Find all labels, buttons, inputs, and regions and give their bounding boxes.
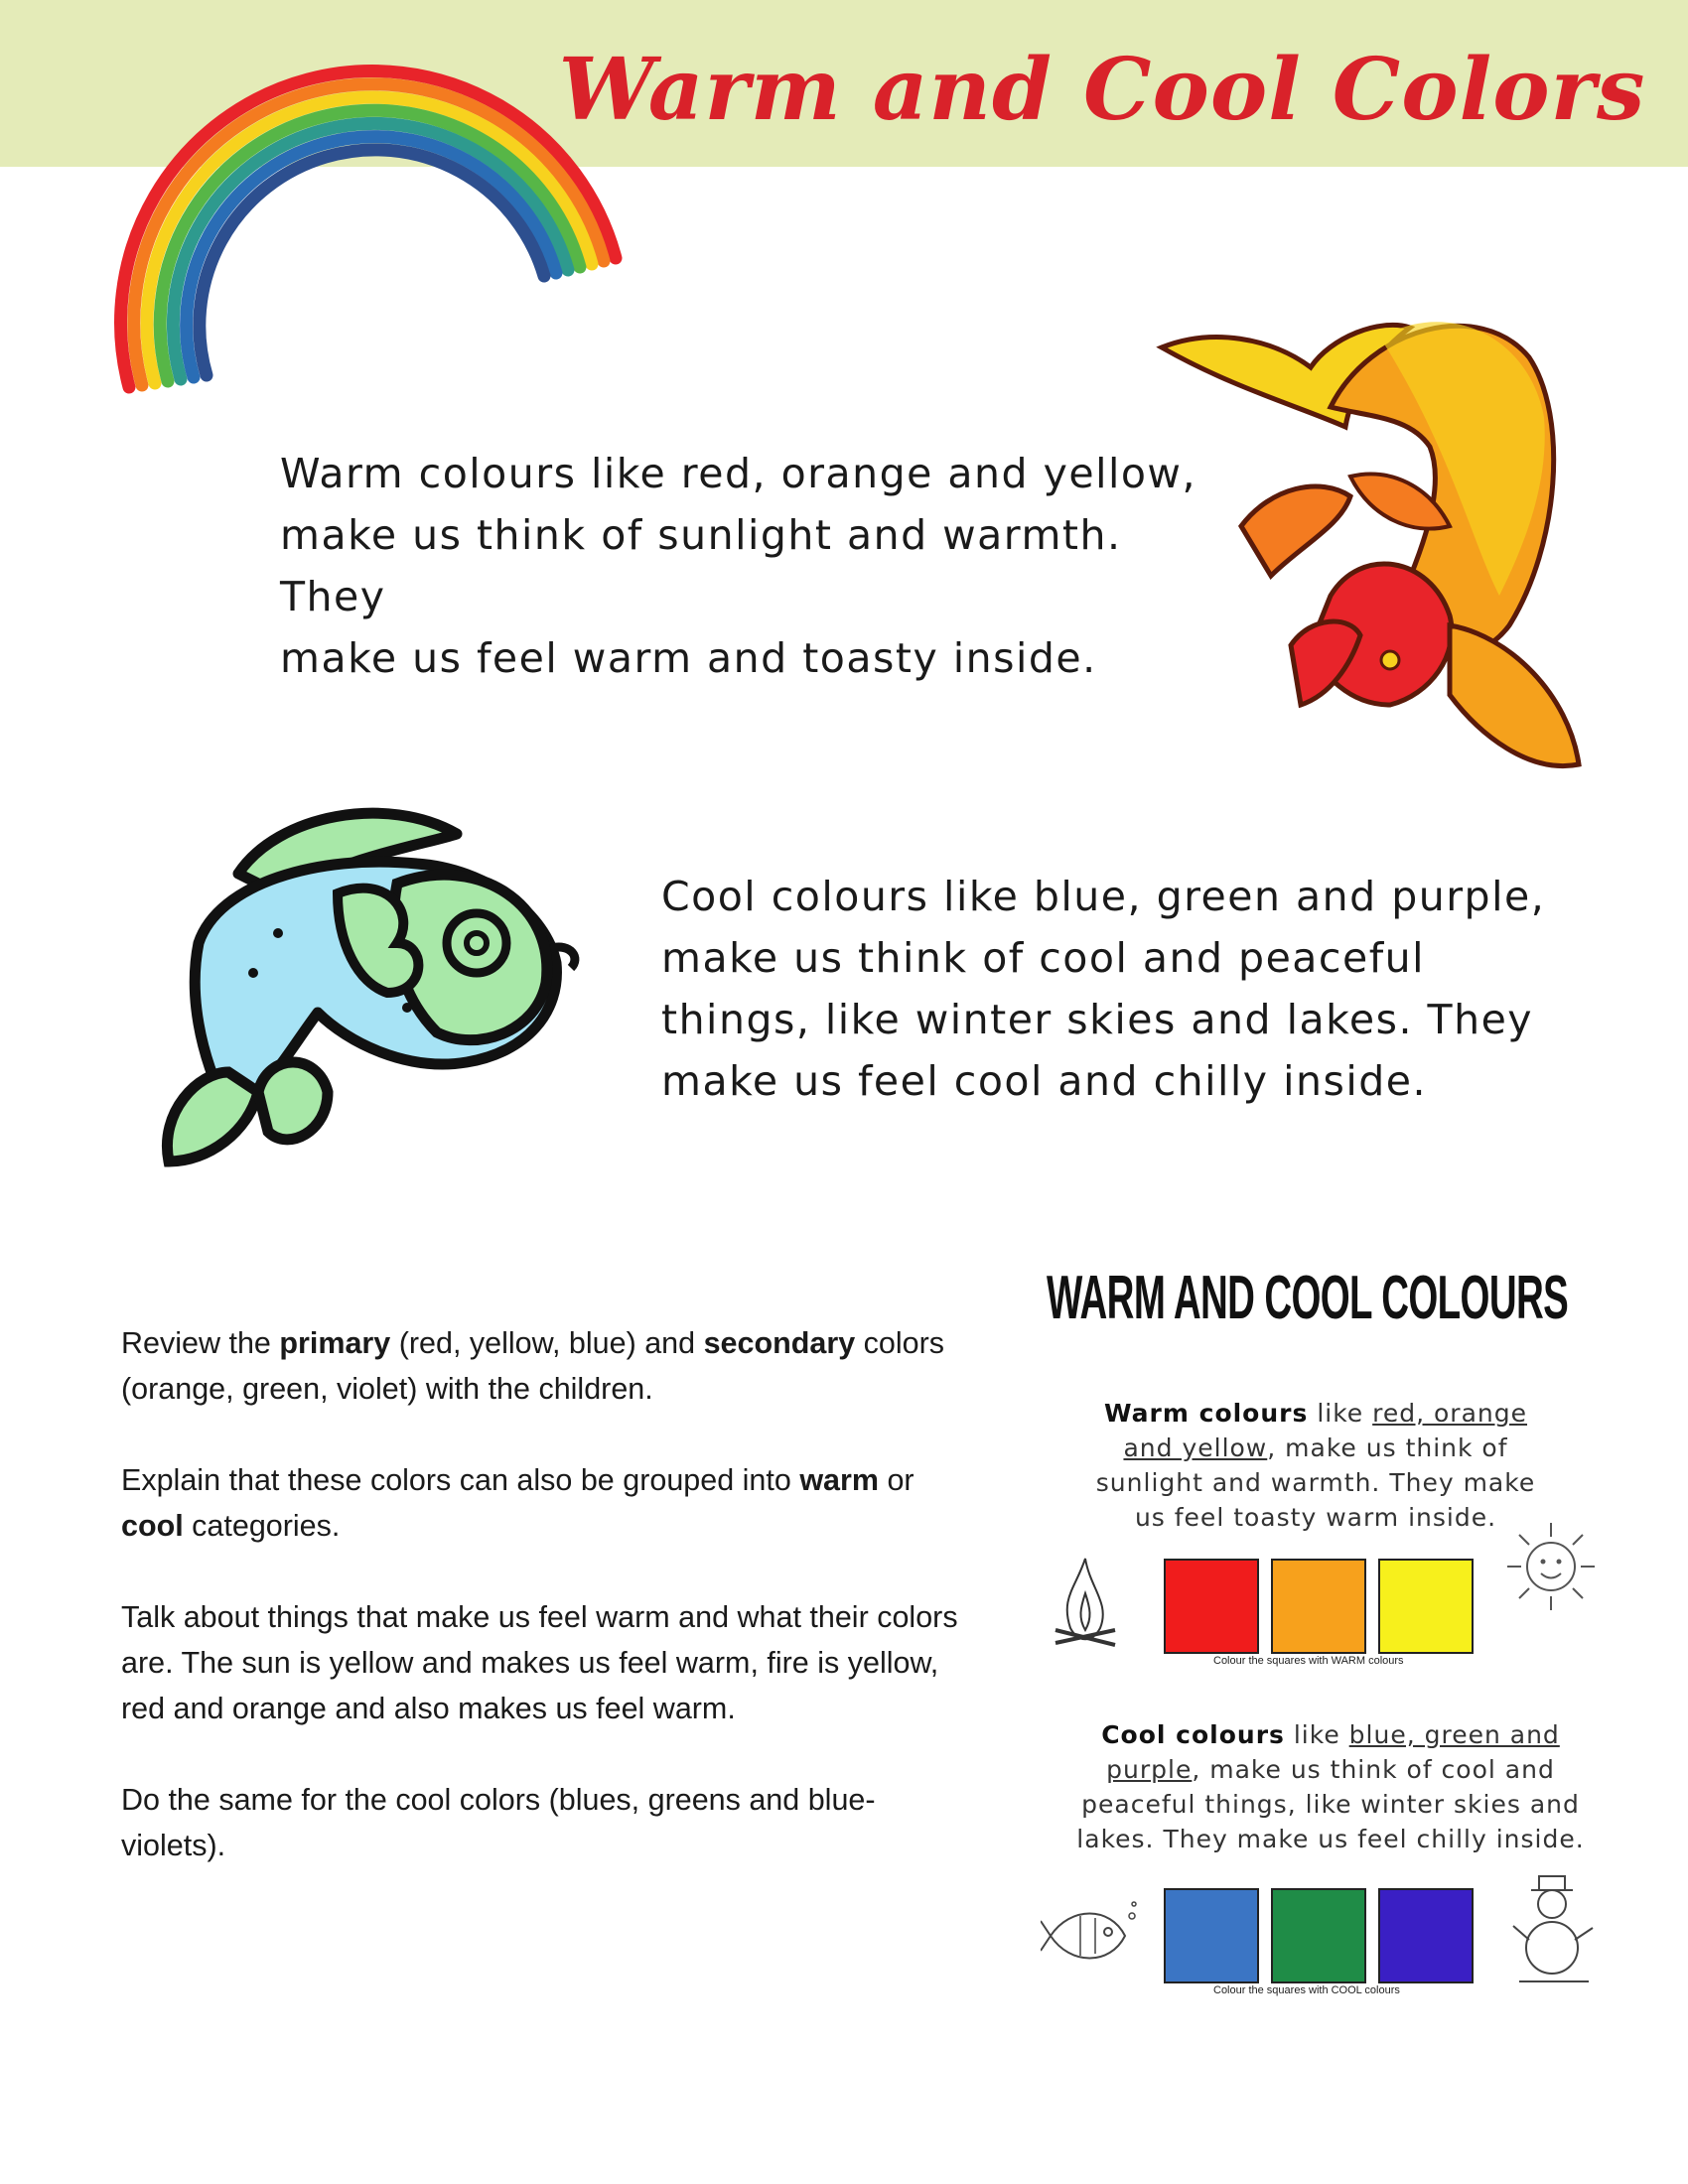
rainbow-illustration [99,50,635,397]
text: like [1284,1720,1349,1749]
cool-colors-paragraph [661,866,1555,1112]
warm-line: make us think of sunlight and warmth. They [280,511,1122,620]
cool-swatch-blue [1164,1888,1259,1983]
cool-line: make us think of cool and peaceful [661,934,1426,982]
cool-caption: Colour the squares with COOL colours [1213,1984,1400,1996]
text: , make us think of sunlight and warmth. They make us feel toasty warm inside. [1095,1433,1536,1532]
text: (red, yellow, blue) and [390,1326,704,1360]
warm-swatch-red [1164,1559,1259,1654]
instruction-same: Do the same for the cool colors (blues, greens and blue-violets). [121,1783,876,1862]
text: red, orange and yellow [1123,1399,1528,1462]
instruction-review [121,1320,975,1412]
warm-swatch-yellow [1378,1559,1474,1654]
term-cool: cool [121,1509,184,1543]
text: colors (orange, green, violet) with the children. [121,1326,945,1406]
cool-line: Cool colours like blue, green and purple, [661,873,1546,920]
text: or [879,1463,914,1497]
instruction-talk: Talk about things that make us feel warm and what their colors are. The sun is yellow and makes us feel warm, fire is yellow, red and orange and also makes us feel warm. [121,1600,958,1725]
instruction-explain [121,1457,975,1549]
text: Warm colours [1103,1399,1309,1428]
warm-swatch-orange [1271,1559,1366,1654]
fish-icon [1041,1896,1140,1976]
sun-icon [1501,1517,1601,1616]
text: blue, green and purple [1106,1720,1560,1784]
warm-colors-paragraph [280,443,1233,689]
page-title: Warm and Cool Colors [558,40,1646,140]
term-secondary: secondary [703,1326,856,1360]
text: like [1308,1399,1373,1428]
worksheet-warm-text [1082,1396,1549,1535]
cool-swatch-green [1271,1888,1366,1983]
term-primary: primary [279,1326,391,1360]
cool-swatch-purple [1378,1888,1474,1983]
teacher-instructions [121,1320,975,1914]
snowman-icon [1509,1870,1599,1989]
term-warm: warm [799,1463,879,1497]
worksheet-title: WARM AND COOL COLOURS [1047,1264,1569,1332]
campfire-icon [1051,1549,1120,1658]
warm-caption: Colour the squares with WARM colours [1213,1655,1404,1667]
text: Review the [121,1326,280,1360]
text: , make us think of cool and peaceful things, like winter skies and lakes. They make us feel chilly inside. [1076,1755,1585,1853]
text: categories. [183,1509,341,1543]
cool-line: things, like winter skies and lakes. They [661,996,1534,1043]
text: Cool colours [1101,1720,1285,1749]
worksheet-preview [1033,1261,1618,2015]
warm-line: make us feel warm and toasty inside. [280,634,1097,682]
text: Explain that these colors can also be grouped into [121,1463,800,1497]
worksheet-cool-text [1053,1717,1609,1856]
warm-line: Warm colours like red, orange and yellow, [280,450,1197,497]
cool-line: make us feel cool and chilly inside. [661,1057,1427,1105]
blue-fish-illustration [159,794,586,1171]
